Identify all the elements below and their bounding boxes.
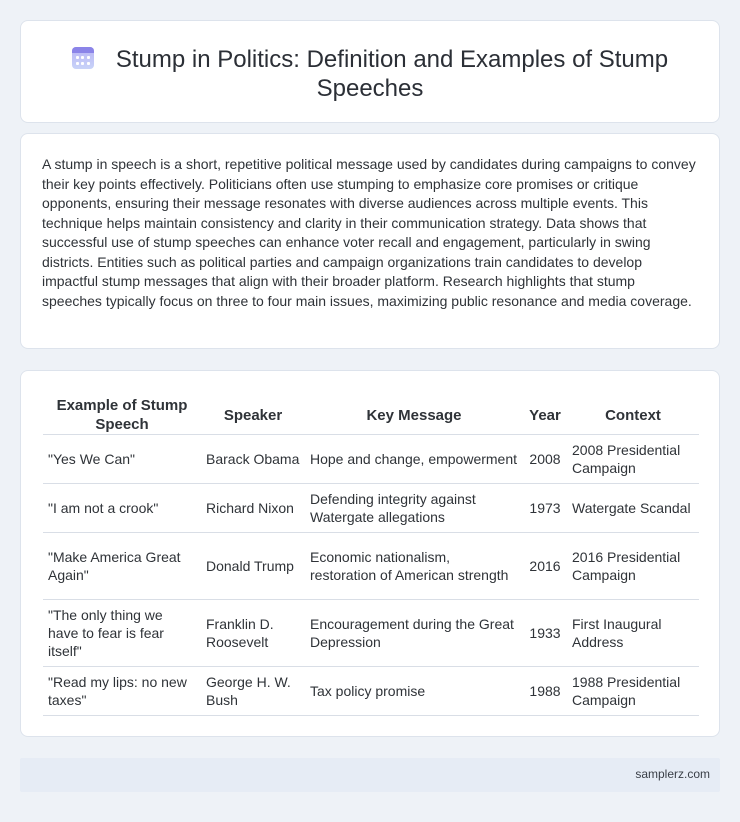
cell-year: 1988 bbox=[523, 667, 567, 716]
cell-context: First Inaugural Address bbox=[567, 600, 699, 667]
cell-year: 2016 bbox=[523, 533, 567, 600]
cell-year: 2008 bbox=[523, 435, 567, 484]
table-row bbox=[43, 484, 699, 533]
table-card bbox=[20, 370, 720, 737]
table-row bbox=[43, 600, 699, 667]
page-title: Stump in Politics: Definition and Examples of Stump Speeches bbox=[115, 46, 669, 102]
cell-example: "Make America Great Again" bbox=[43, 533, 201, 600]
cell-key-message: Defending integrity against Watergate allegations bbox=[305, 484, 523, 533]
stump-speech-table bbox=[43, 394, 699, 716]
cell-speaker: Donald Trump bbox=[201, 533, 305, 600]
cell-example: "The only thing we have to fear is fear itself" bbox=[43, 600, 201, 667]
cell-speaker: Barack Obama bbox=[201, 435, 305, 484]
cell-context: 2008 Presidential Campaign bbox=[567, 435, 699, 484]
cell-context: Watergate Scandal bbox=[567, 484, 699, 533]
column-header-key-message: Key Message bbox=[305, 394, 523, 435]
footer-site-link[interactable]: samplerz.com bbox=[635, 767, 710, 781]
cell-speaker: Franklin D. Roosevelt bbox=[201, 600, 305, 667]
cell-year: 1933 bbox=[523, 600, 567, 667]
page-title-row bbox=[21, 45, 719, 103]
cell-key-message: Hope and change, empowerment bbox=[305, 435, 523, 484]
calendar-icon bbox=[72, 47, 94, 69]
cell-example: "Yes We Can" bbox=[43, 435, 201, 484]
cell-speaker: George H. W. Bush bbox=[201, 667, 305, 716]
column-header-speaker: Speaker bbox=[201, 394, 305, 435]
intro-paragraph: A stump in speech is a short, repetitive political message used by candidates during campaigns to convey their key points effectively. Politicians often use stumping to emphasize core promises or critique opponents, ensuring their message resonates with diverse audiences across multiple events. This technique helps maintain consistency and clarity in their communication strategy. Data shows that successful use of stump speeches can enhance voter recall and engagement, particularly in swing districts. Entities such as political parties and campaign organizations train candidates to develop impactful stump messages that align with their broader platform. Research highlights that stump speeches typically focus on three to four main issues, maximizing public resonance and media coverage. bbox=[42, 156, 696, 309]
column-header-context: Context bbox=[567, 394, 699, 435]
table-row bbox=[43, 667, 699, 716]
table-row bbox=[43, 533, 699, 600]
cell-key-message: Economic nationalism, restoration of American strength bbox=[305, 533, 523, 600]
cell-year: 1973 bbox=[523, 484, 567, 533]
column-header-example: Example of Stump Speech bbox=[43, 394, 201, 435]
cell-key-message: Encouragement during the Great Depression bbox=[305, 600, 523, 667]
cell-context: 2016 Presidential Campaign bbox=[567, 533, 699, 600]
column-header-year: Year bbox=[523, 394, 567, 435]
cell-key-message: Tax policy promise bbox=[305, 667, 523, 716]
header-card bbox=[20, 20, 720, 123]
cell-example: "Read my lips: no new taxes" bbox=[43, 667, 201, 716]
cell-context: 1988 Presidential Campaign bbox=[567, 667, 699, 716]
cell-example: "I am not a crook" bbox=[43, 484, 201, 533]
footer-bar bbox=[20, 758, 720, 792]
intro-card bbox=[20, 133, 720, 349]
cell-speaker: Richard Nixon bbox=[201, 484, 305, 533]
table-row bbox=[43, 435, 699, 484]
table-header-row bbox=[43, 394, 699, 435]
